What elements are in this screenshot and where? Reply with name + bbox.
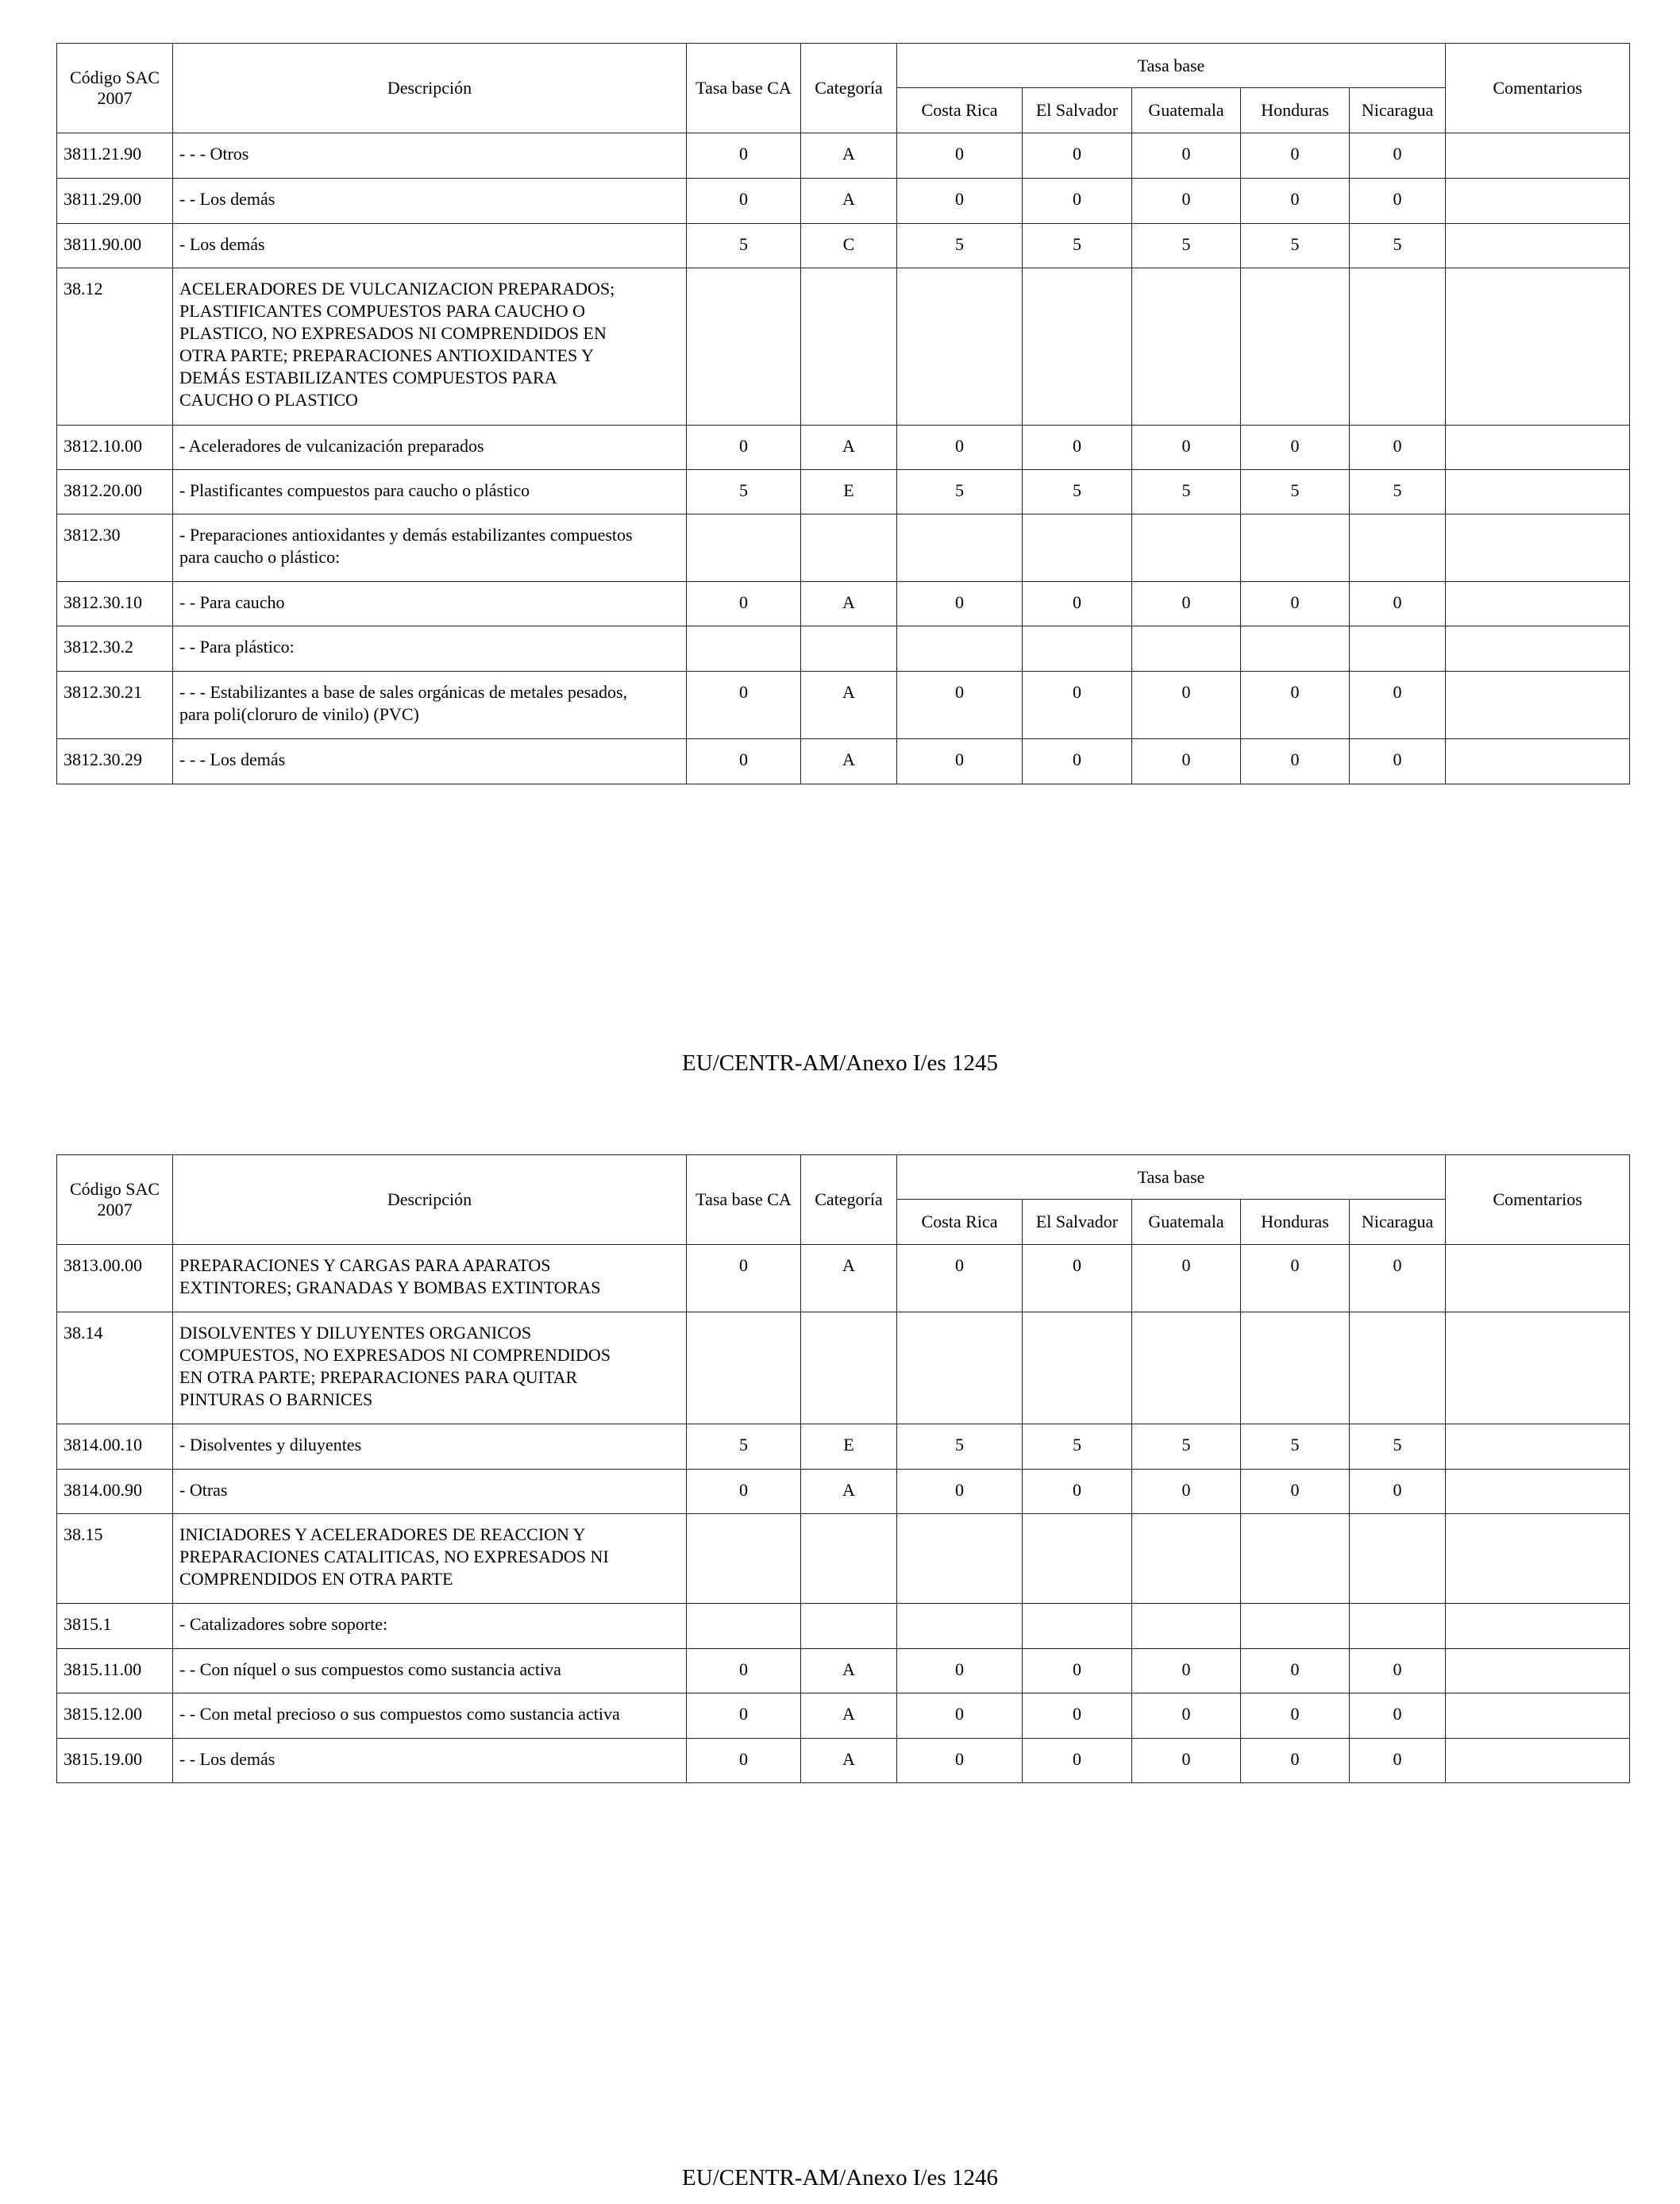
cell-country-rate: 5 bbox=[1241, 224, 1350, 268]
table-row bbox=[57, 470, 1630, 514]
cell-category bbox=[801, 1604, 897, 1649]
cell-country-rate: 0 bbox=[1132, 179, 1241, 224]
page-footer: EU/CENTR-AM/Anexo I/es 1245 bbox=[682, 1050, 998, 1076]
cell-comments bbox=[1446, 672, 1630, 739]
cell-country-rate: 0 bbox=[1241, 582, 1350, 626]
cell-country-rate: 0 bbox=[1023, 1245, 1132, 1312]
cell-base-rate-ca bbox=[687, 514, 801, 582]
cell-description: - Disolventes y diluyentes bbox=[173, 1424, 687, 1470]
cell-base-rate-ca: 0 bbox=[687, 133, 801, 179]
cell-description: PREPARACIONES Y CARGAS PARA APARATOS EXTINTORES; GRANADAS Y BOMBAS EXTINTORAS bbox=[173, 1245, 687, 1312]
cell-base-rate-ca: 0 bbox=[687, 179, 801, 224]
header-base-rate: Tasa base bbox=[897, 1155, 1446, 1200]
cell-base-rate-ca: 5 bbox=[687, 470, 801, 514]
cell-category: A bbox=[801, 179, 897, 224]
cell-comments bbox=[1446, 1312, 1630, 1424]
cell-country-rate: 0 bbox=[1023, 1693, 1132, 1739]
cell-comments bbox=[1446, 1514, 1630, 1604]
cell-base-rate-ca: 5 bbox=[687, 1424, 801, 1470]
cell-category: E bbox=[801, 1424, 897, 1470]
cell-country-rate: 0 bbox=[1350, 1693, 1446, 1739]
cell-comments bbox=[1446, 514, 1630, 582]
cell-code: 3811.29.00 bbox=[57, 179, 173, 224]
cell-category: A bbox=[801, 1470, 897, 1514]
cell-category: C bbox=[801, 224, 897, 268]
cell-code: 3812.30.29 bbox=[57, 739, 173, 784]
header-country: Costa Rica bbox=[897, 88, 1023, 133]
cell-comments bbox=[1446, 1245, 1630, 1312]
header-base-rate-ca: Tasa base CA bbox=[687, 44, 801, 133]
cell-country-rate bbox=[1241, 1312, 1350, 1424]
cell-country-rate: 0 bbox=[1241, 1245, 1350, 1312]
cell-comments bbox=[1446, 224, 1630, 268]
cell-country-rate: 0 bbox=[897, 739, 1023, 784]
cell-country-rate: 0 bbox=[1350, 739, 1446, 784]
cell-country-rate: 5 bbox=[1241, 470, 1350, 514]
cell-base-rate-ca: 0 bbox=[687, 672, 801, 739]
cell-country-rate: 0 bbox=[1023, 1739, 1132, 1783]
cell-country-rate bbox=[1023, 626, 1132, 672]
cell-category bbox=[801, 514, 897, 582]
cell-comments bbox=[1446, 426, 1630, 470]
cell-code: 3811.90.00 bbox=[57, 224, 173, 268]
cell-country-rate: 5 bbox=[1132, 224, 1241, 268]
cell-country-rate: 0 bbox=[1023, 133, 1132, 179]
table-header bbox=[57, 44, 1630, 133]
cell-code: 3812.30.2 bbox=[57, 626, 173, 672]
cell-country-rate bbox=[1350, 1514, 1446, 1604]
cell-description: - Otras bbox=[173, 1470, 687, 1514]
cell-code: 3814.00.10 bbox=[57, 1424, 173, 1470]
cell-code: 3812.30.21 bbox=[57, 672, 173, 739]
cell-description: ACELERADORES DE VULCANIZACION PREPARADOS; PLASTIFICANTES COMPUESTOS PARA CAUCHO O PLASTICO, NO EXPRESADOS NI COMPRENDIDOS EN OTRA PARTE; PREPARACIONES ANTIOXIDANTES Y DEMÁS ESTABILIZANTES COMPUESTOS PARA CAUCHO O PLASTICO bbox=[173, 268, 687, 426]
cell-comments bbox=[1446, 1739, 1630, 1783]
table-row bbox=[57, 1312, 1630, 1424]
cell-country-rate bbox=[1241, 514, 1350, 582]
cell-country-rate bbox=[1132, 268, 1241, 426]
cell-category bbox=[801, 268, 897, 426]
cell-description: - - Con metal precioso o sus compuestos como sustancia activa bbox=[173, 1693, 687, 1739]
table-body bbox=[57, 133, 1630, 784]
cell-country-rate: 0 bbox=[1023, 582, 1132, 626]
cell-country-rate bbox=[1241, 268, 1350, 426]
cell-country-rate: 0 bbox=[1241, 672, 1350, 739]
header-country: Nicaragua bbox=[1350, 1200, 1446, 1245]
table-row bbox=[57, 1424, 1630, 1470]
cell-base-rate-ca: 0 bbox=[687, 1245, 801, 1312]
cell-category: A bbox=[801, 672, 897, 739]
cell-description: DISOLVENTES Y DILUYENTES ORGANICOS COMPUESTOS, NO EXPRESADOS NI COMPRENDIDOS EN OTRA PARTE; PREPARACIONES PARA QUITAR PINTURAS O BARNICES bbox=[173, 1312, 687, 1424]
table-row bbox=[57, 1649, 1630, 1693]
cell-description: - - Para caucho bbox=[173, 582, 687, 626]
cell-base-rate-ca bbox=[687, 626, 801, 672]
cell-country-rate bbox=[1350, 514, 1446, 582]
cell-country-rate: 5 bbox=[897, 1424, 1023, 1470]
cell-base-rate-ca: 0 bbox=[687, 1739, 801, 1783]
header-category: Categoría bbox=[801, 44, 897, 133]
table-row bbox=[57, 582, 1630, 626]
cell-country-rate: 0 bbox=[1350, 1470, 1446, 1514]
cell-base-rate-ca: 0 bbox=[687, 1649, 801, 1693]
cell-code: 3812.30 bbox=[57, 514, 173, 582]
cell-country-rate bbox=[897, 1312, 1023, 1424]
table-row bbox=[57, 626, 1630, 672]
table-row bbox=[57, 1739, 1630, 1783]
cell-base-rate-ca: 0 bbox=[687, 582, 801, 626]
table-row bbox=[57, 179, 1630, 224]
cell-country-rate: 5 bbox=[897, 470, 1023, 514]
table-header bbox=[57, 1155, 1630, 1245]
table-row bbox=[57, 1470, 1630, 1514]
cell-country-rate: 5 bbox=[1132, 1424, 1241, 1470]
cell-country-rate: 0 bbox=[897, 1470, 1023, 1514]
cell-base-rate-ca bbox=[687, 1604, 801, 1649]
header-base-rate: Tasa base bbox=[897, 44, 1446, 88]
cell-description: - Aceleradores de vulcanización preparados bbox=[173, 426, 687, 470]
cell-description: - - - Otros bbox=[173, 133, 687, 179]
cell-country-rate: 0 bbox=[1350, 133, 1446, 179]
table-row bbox=[57, 672, 1630, 739]
table-row bbox=[57, 514, 1630, 582]
cell-country-rate bbox=[897, 1514, 1023, 1604]
cell-description: - - - Los demás bbox=[173, 739, 687, 784]
cell-country-rate: 0 bbox=[1132, 1470, 1241, 1514]
cell-comments bbox=[1446, 133, 1630, 179]
cell-country-rate: 0 bbox=[897, 1245, 1023, 1312]
cell-comments bbox=[1446, 1604, 1630, 1649]
cell-country-rate: 0 bbox=[897, 672, 1023, 739]
table-row bbox=[57, 133, 1630, 179]
cell-country-rate: 0 bbox=[1023, 739, 1132, 784]
header-description: Descripción bbox=[173, 44, 687, 133]
tariff-table-page-1 bbox=[56, 43, 1630, 784]
cell-country-rate: 0 bbox=[1241, 1739, 1350, 1783]
cell-country-rate: 5 bbox=[1350, 224, 1446, 268]
cell-description: - - Con níquel o sus compuestos como sustancia activa bbox=[173, 1649, 687, 1693]
cell-country-rate: 0 bbox=[1023, 1470, 1132, 1514]
page-footer: EU/CENTR-AM/Anexo I/es 1246 bbox=[682, 2165, 998, 2191]
cell-country-rate: 0 bbox=[1241, 133, 1350, 179]
cell-comments bbox=[1446, 268, 1630, 426]
cell-country-rate: 0 bbox=[1132, 1245, 1241, 1312]
cell-country-rate: 0 bbox=[1132, 1739, 1241, 1783]
cell-code: 3815.19.00 bbox=[57, 1739, 173, 1783]
table-row bbox=[57, 268, 1630, 426]
cell-country-rate: 0 bbox=[1023, 179, 1132, 224]
cell-country-rate bbox=[1132, 1514, 1241, 1604]
cell-code: 3813.00.00 bbox=[57, 1245, 173, 1312]
header-country: Guatemala bbox=[1132, 1200, 1241, 1245]
cell-country-rate bbox=[1132, 1604, 1241, 1649]
cell-base-rate-ca: 0 bbox=[687, 1470, 801, 1514]
cell-comments bbox=[1446, 1424, 1630, 1470]
cell-base-rate-ca bbox=[687, 268, 801, 426]
cell-country-rate bbox=[1023, 268, 1132, 426]
cell-category: A bbox=[801, 1649, 897, 1693]
cell-base-rate-ca: 0 bbox=[687, 739, 801, 784]
cell-category: A bbox=[801, 1245, 897, 1312]
cell-category bbox=[801, 1514, 897, 1604]
cell-code: 38.15 bbox=[57, 1514, 173, 1604]
cell-country-rate: 0 bbox=[1023, 1649, 1132, 1693]
cell-description: - - - Estabilizantes a base de sales orgánicas de metales pesados, para poli(cloruro de vinilo) (PVC) bbox=[173, 672, 687, 739]
header-country: Honduras bbox=[1241, 88, 1350, 133]
cell-country-rate bbox=[1241, 626, 1350, 672]
cell-country-rate: 0 bbox=[1241, 179, 1350, 224]
cell-code: 38.12 bbox=[57, 268, 173, 426]
cell-country-rate: 0 bbox=[1132, 582, 1241, 626]
cell-comments bbox=[1446, 470, 1630, 514]
header-country: El Salvador bbox=[1023, 1200, 1132, 1245]
cell-country-rate: 5 bbox=[1023, 470, 1132, 514]
cell-country-rate: 0 bbox=[897, 1693, 1023, 1739]
cell-country-rate bbox=[1350, 1604, 1446, 1649]
cell-country-rate bbox=[897, 268, 1023, 426]
table-row bbox=[57, 426, 1630, 470]
cell-code: 3814.00.90 bbox=[57, 1470, 173, 1514]
cell-comments bbox=[1446, 1649, 1630, 1693]
header-comments: Comentarios bbox=[1446, 1155, 1630, 1245]
cell-comments bbox=[1446, 1470, 1630, 1514]
cell-country-rate: 5 bbox=[1023, 224, 1132, 268]
cell-base-rate-ca: 0 bbox=[687, 426, 801, 470]
cell-country-rate bbox=[1023, 514, 1132, 582]
header-country: Nicaragua bbox=[1350, 88, 1446, 133]
header-country: El Salvador bbox=[1023, 88, 1132, 133]
cell-country-rate: 0 bbox=[1350, 426, 1446, 470]
cell-description: - Preparaciones antioxidantes y demás estabilizantes compuestos para caucho o plástico: bbox=[173, 514, 687, 582]
cell-country-rate: 0 bbox=[1132, 133, 1241, 179]
cell-code: 3815.12.00 bbox=[57, 1693, 173, 1739]
cell-base-rate-ca bbox=[687, 1312, 801, 1424]
cell-country-rate: 0 bbox=[897, 133, 1023, 179]
cell-base-rate-ca: 5 bbox=[687, 224, 801, 268]
cell-country-rate: 0 bbox=[1241, 739, 1350, 784]
cell-category: A bbox=[801, 739, 897, 784]
cell-country-rate bbox=[1241, 1514, 1350, 1604]
cell-comments bbox=[1446, 739, 1630, 784]
cell-country-rate: 0 bbox=[897, 426, 1023, 470]
table-row bbox=[57, 1604, 1630, 1649]
cell-country-rate bbox=[897, 626, 1023, 672]
cell-description: - Catalizadores sobre soporte: bbox=[173, 1604, 687, 1649]
table-row bbox=[57, 739, 1630, 784]
cell-description: - Los demás bbox=[173, 224, 687, 268]
header-category: Categoría bbox=[801, 1155, 897, 1245]
cell-country-rate: 0 bbox=[897, 179, 1023, 224]
cell-description: - - Los demás bbox=[173, 179, 687, 224]
cell-country-rate: 0 bbox=[1350, 179, 1446, 224]
cell-country-rate: 0 bbox=[1241, 1693, 1350, 1739]
cell-country-rate bbox=[1023, 1604, 1132, 1649]
header-base-rate-ca: Tasa base CA bbox=[687, 1155, 801, 1245]
cell-country-rate: 5 bbox=[1241, 1424, 1350, 1470]
cell-category: A bbox=[801, 1739, 897, 1783]
cell-country-rate: 0 bbox=[1350, 1739, 1446, 1783]
cell-country-rate: 5 bbox=[1350, 470, 1446, 514]
cell-country-rate bbox=[1132, 514, 1241, 582]
tariff-table-page-2 bbox=[56, 1154, 1630, 1783]
cell-code: 3815.1 bbox=[57, 1604, 173, 1649]
cell-country-rate bbox=[1023, 1514, 1132, 1604]
cell-country-rate: 0 bbox=[1241, 1649, 1350, 1693]
cell-code: 3811.21.90 bbox=[57, 133, 173, 179]
cell-country-rate bbox=[1023, 1312, 1132, 1424]
cell-comments bbox=[1446, 582, 1630, 626]
cell-category bbox=[801, 1312, 897, 1424]
cell-country-rate: 0 bbox=[1023, 426, 1132, 470]
cell-code: 3815.11.00 bbox=[57, 1649, 173, 1693]
table-row bbox=[57, 1514, 1630, 1604]
cell-country-rate: 0 bbox=[897, 582, 1023, 626]
cell-country-rate bbox=[897, 1604, 1023, 1649]
cell-country-rate bbox=[1241, 1604, 1350, 1649]
header-country: Honduras bbox=[1241, 1200, 1350, 1245]
cell-category: A bbox=[801, 426, 897, 470]
cell-country-rate bbox=[897, 514, 1023, 582]
header-country: Costa Rica bbox=[897, 1200, 1023, 1245]
cell-country-rate: 0 bbox=[1132, 1649, 1241, 1693]
cell-country-rate: 5 bbox=[897, 224, 1023, 268]
cell-category: A bbox=[801, 1693, 897, 1739]
cell-base-rate-ca: 0 bbox=[687, 1693, 801, 1739]
cell-country-rate: 0 bbox=[1350, 582, 1446, 626]
header-description: Descripción bbox=[173, 1155, 687, 1245]
header-code: Código SAC 2007 bbox=[57, 44, 173, 133]
table-row bbox=[57, 1693, 1630, 1739]
header-comments: Comentarios bbox=[1446, 44, 1630, 133]
cell-country-rate bbox=[1350, 626, 1446, 672]
cell-country-rate bbox=[1350, 268, 1446, 426]
cell-country-rate: 5 bbox=[1132, 470, 1241, 514]
cell-category bbox=[801, 626, 897, 672]
cell-country-rate bbox=[1132, 626, 1241, 672]
cell-comments bbox=[1446, 626, 1630, 672]
cell-country-rate: 0 bbox=[1132, 1693, 1241, 1739]
cell-comments bbox=[1446, 179, 1630, 224]
cell-country-rate: 5 bbox=[1023, 1424, 1132, 1470]
cell-description: - - Los demás bbox=[173, 1739, 687, 1783]
cell-country-rate: 0 bbox=[1132, 672, 1241, 739]
cell-country-rate: 0 bbox=[1241, 1470, 1350, 1514]
cell-country-rate bbox=[1350, 1312, 1446, 1424]
cell-code: 38.14 bbox=[57, 1312, 173, 1424]
cell-category: A bbox=[801, 582, 897, 626]
cell-category: E bbox=[801, 470, 897, 514]
cell-country-rate: 0 bbox=[1241, 426, 1350, 470]
cell-country-rate bbox=[1132, 1312, 1241, 1424]
cell-country-rate: 0 bbox=[1350, 1245, 1446, 1312]
cell-country-rate: 0 bbox=[1350, 672, 1446, 739]
table-row bbox=[57, 1245, 1630, 1312]
table-body bbox=[57, 1245, 1630, 1783]
cell-country-rate: 0 bbox=[1023, 672, 1132, 739]
cell-comments bbox=[1446, 1693, 1630, 1739]
cell-country-rate: 0 bbox=[1350, 1649, 1446, 1693]
cell-description: - Plastificantes compuestos para caucho o plástico bbox=[173, 470, 687, 514]
cell-base-rate-ca bbox=[687, 1514, 801, 1604]
cell-code: 3812.20.00 bbox=[57, 470, 173, 514]
cell-category: A bbox=[801, 133, 897, 179]
cell-country-rate: 0 bbox=[897, 1739, 1023, 1783]
cell-code: 3812.30.10 bbox=[57, 582, 173, 626]
header-code: Código SAC 2007 bbox=[57, 1155, 173, 1245]
cell-country-rate: 0 bbox=[1132, 739, 1241, 784]
header-country: Guatemala bbox=[1132, 88, 1241, 133]
cell-country-rate: 0 bbox=[897, 1649, 1023, 1693]
table-row bbox=[57, 224, 1630, 268]
cell-country-rate: 0 bbox=[1132, 426, 1241, 470]
cell-country-rate: 5 bbox=[1350, 1424, 1446, 1470]
cell-description: INICIADORES Y ACELERADORES DE REACCION Y PREPARACIONES CATALITICAS, NO EXPRESADOS NI COMPRENDIDOS EN OTRA PARTE bbox=[173, 1514, 687, 1604]
cell-code: 3812.10.00 bbox=[57, 426, 173, 470]
cell-description: - - Para plástico: bbox=[173, 626, 687, 672]
